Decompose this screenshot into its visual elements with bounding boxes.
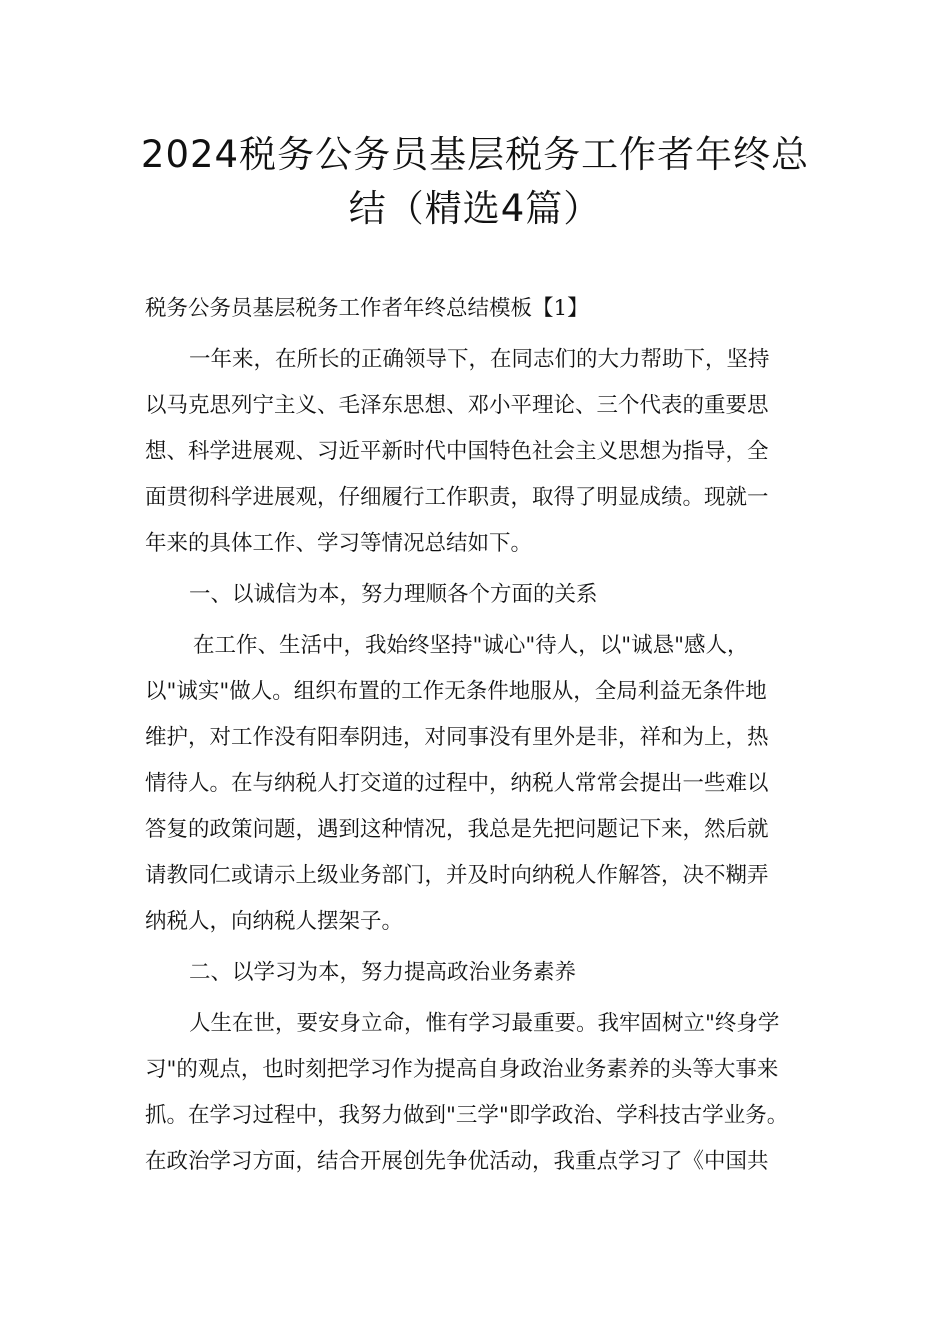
section-title-text: 税务公务员基层税务工作者年终总结模板【1】 [145,296,589,321]
paragraph-line: 情待人。在与纳税人打交道的过程中，纳税人常常会提出一些难以 [145,771,769,796]
title-line-1: 2024税务公务员基层税务工作者年终总 [140,133,810,176]
heading-2-text: 二、以学习为本，努力提高政治业务素养 [189,960,577,985]
paragraph-line: 年来的具体工作、学习等情况总结如下。 [145,531,533,556]
paragraph-line: 抓。在学习过程中，我努力做到"三学"即学政治、学科技古学业务。 [145,1103,789,1128]
paragraph-line: 请教同仁或请示上级业务部门，并及时向纳税人作解答，决不糊弄 [145,863,769,888]
paragraph-line: 维护，对工作没有阳奉阴违，对同事没有里外是非，祥和为上，热 [145,725,769,750]
title-line-2: 结（精选4篇） [348,187,602,230]
paragraph-line: 纳税人，向纳税人摆架子。 [145,909,404,934]
document-title [100,128,850,236]
paragraph-line: 一年来，在所长的正确领导下，在同志们的大力帮助下，坚持 [189,347,770,372]
paragraph-line: 想、科学进展观、习近平新时代中国特色社会主义思想为指导，全 [145,439,769,464]
paragraph-line: 面贯彻科学进展观，仔细履行工作职责，取得了明显成绩。现就一 [145,485,769,510]
section-title [145,286,810,332]
paragraph-line: 在政治学习方面，结合开展创先争优活动，我重点学习了《中国共 [145,1149,769,1174]
paragraph-line: 以"诚实"做人。组织布置的工作无条件地服从，全局利益无条件地 [145,679,767,704]
heading-2 [145,950,810,996]
paragraph-line: 在工作、生活中，我始终坚持"诚心"待人，以"诚恳"感人， [193,633,749,658]
heading-1-text: 一、以诚信为本，努力理顺各个方面的关系 [189,582,598,607]
heading-1 [145,572,810,618]
paragraph-line: 人生在世，要安身立命，惟有学习最重要。我牢固树立"终身学 [189,1011,780,1036]
paragraph-1 [145,337,810,567]
document-body [145,286,810,1190]
paragraph-line: 习"的观点，也时刻把学习作为提高自身政治业务素养的头等大事来 [145,1057,779,1082]
paragraph-2 [145,623,810,945]
paragraph-line: 答复的政策问题，遇到这种情况，我总是先把问题记下来，然后就 [145,817,769,842]
paragraph-3 [145,1001,810,1185]
paragraph-line: 以马克思列宁主义、毛泽东思想、邓小平理论、三个代表的重要思 [145,393,769,418]
